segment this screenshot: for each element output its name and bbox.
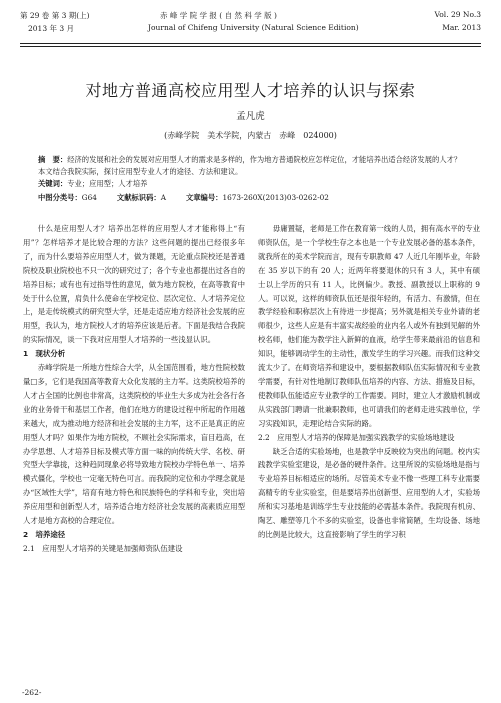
clc-number: 中图分类号：G64 xyxy=(38,193,97,202)
abstract-label: 摘 要： xyxy=(38,155,68,164)
header-journal-cn: 赤 峰 学 院 学 报 ( 自 然 科 学 版 ) xyxy=(160,11,277,20)
keywords xyxy=(38,179,147,189)
paragraph: 毋庸置疑，老师是工作在教育第一线的人员，拥有高水平的专业师资队伍，是一个学校生存之本也是一个专业发展必备的基本条件，就我所在的美术学院而言，现有专职教师 47 人近几年刚毕业，年龄在 35 岁以下的有 20 人；近两年将要退休的只有 3 人，其中有硕士以上学历的只有 11 人，比例偏少。教授、副教授以上职称的 9 人。可以说，这样的师资队伍还是很年轻的，有活力、有激情，但在教学经验和职称层次上有待进一步提高；另外就是相关专业外请的老师很少，这些人应是有丰富实战经验的业内名人或外有独到见解的外校名师，他们能为教学注入新鲜的血液，给学生带来最前沿的信息和知识，能够调动学生的主动性，激发学生的学习兴趣。而我们这种交流太少了。在师资培养和建设中，要根据教师队伍实际情况和专业教学需要，有针对性地制订教师队伍培养的内容、方法、措施及目标，使教师队伍能适应专业教学的工作需要。同时，建立人才激励机制或从实践部门聘请一批兼职教师，也可请我们的老师走进实践单位，学习实践知识，走理论结合实际的路。 xyxy=(258,224,480,428)
author-name: 孟凡虎 xyxy=(236,111,265,122)
subsection-heading: 2.1 应用型人才培养的关键是加强师资队伍建设 xyxy=(23,543,183,553)
abstract xyxy=(38,154,463,178)
header-journal-en: Journal of Chifeng University (Natural Science Edition) xyxy=(148,23,359,32)
paragraph: 什么是应用型人才？培养出怎样的应用型人才才能称得上“有用”？怎样培养才是比较合理的方法？这些问题的提出已经很多年了，而为什么要培养应用型人才，做为课题，无论重点院校还是普通院校及职业院校也不只一次的研究过了；各个专业也都提出过各自的培养目标；或有也有过指导性的意见，做为地方院校，在高等教育中处于什么位置，肩负什么使命在学校定位、层次定位、人才培养定位上，是走传统模式的研究型大学，还是走适应地方经济社会发展的应用型，我认为，地方院校人才的培养应该是后者。下面是我结合我院的实际情况，谈一下我对应用型人才培养的一些浅显认识。 xyxy=(23,224,245,345)
header-vol-en: Vol. 29 No.3 xyxy=(434,10,481,19)
keywords-text: 专业；应用型；人才培养 xyxy=(67,179,148,188)
section-heading: 2 培养途径 xyxy=(23,529,66,539)
author-affiliation: (赤峰学院 美术学院，内蒙古 赤峰 024000) xyxy=(164,131,337,140)
article-meta xyxy=(38,193,463,203)
abstract-text: 经济的发展和社会的发展对应用型人才的需求是多样的，作为地方普通院校应怎样定位，才能培养出适合经济发展的人才？本文结合我院实际，探讨应用型专业人才的途径、方法和建议。 xyxy=(38,155,462,176)
header-date: 2013 年 3 月 xyxy=(28,24,75,33)
subsection-heading: 2.2 应用型人才培养的保障是加强实践教学的实验场地建设 xyxy=(258,432,455,442)
left-column xyxy=(23,222,245,556)
page-number: -262- xyxy=(22,688,42,697)
header-rule xyxy=(20,43,481,44)
header-volume: 第 29 卷 第 3 期(上) xyxy=(20,11,90,20)
paragraph: 赤峰学院是一所地方性综合大学，从全国范围看，地方性院校数量□多，它们是我国高等教育大众化发展的主力军。这类院校培养的人才占全国的比例也非常高，这类院校的毕业生大多成为社会各行各业的业务骨干和基层工作者，他们在地方的建设过程中所起的作用越来越大，成为推动地方经济和社会发展的主力军，这不正是真正的应用型人才吗？如果作为地方院校，不顾社会实际需求，盲目趋高，在办学思想、人才培养目标及模式等方面一味的向传统大学、名校、研究型大学靠拢，这种趋同现象必将导致地方院校办学特色单一、培养模式僵化，学校也一定毫无特色可言。而我院的定位和办学理念就是办“区域性大学”，培育有地方特色和民族特色的学科和专业，突出培养应用型和创新型人才，培养适合地方经济社会发展的高素质应用型人才是地方高校的合理定位。 xyxy=(23,363,245,526)
paragraph: 缺乏合适的实验场地，也是教学中反映较为突出的问题。校内实践教学实验室建设，是必备的硬件条件。这里所说的实验场地是指与专业培养目标相适应的场所。尽管美术专业不像一些理工科专业需要高精专的专业实验室，但是要培养出创新型、应用型的人才，实验场所和实习基地是训练学生专业技能的必需基本条件。我院现有机房、陶艺、雕塑等几个不多的实验室，设备也非常简陋，生均设备、场地的比例是比较大，这直接影响了学生的学习积 xyxy=(258,446,480,539)
header-rule-thin xyxy=(20,46,481,47)
running-header xyxy=(20,8,481,48)
article-id: 文章编号：1673-260X(2013)03-0262-02 xyxy=(185,193,329,202)
article-title: 对地方普通高校应用型人才培养的认识与探索 xyxy=(85,81,416,100)
header-date-en: Mar. 2013 xyxy=(442,23,481,32)
keywords-label: 关键词： xyxy=(38,179,68,188)
document-code: 文献标识码：A xyxy=(116,193,166,202)
right-column xyxy=(258,222,480,542)
section-heading: 1 现状分析 xyxy=(23,349,66,359)
